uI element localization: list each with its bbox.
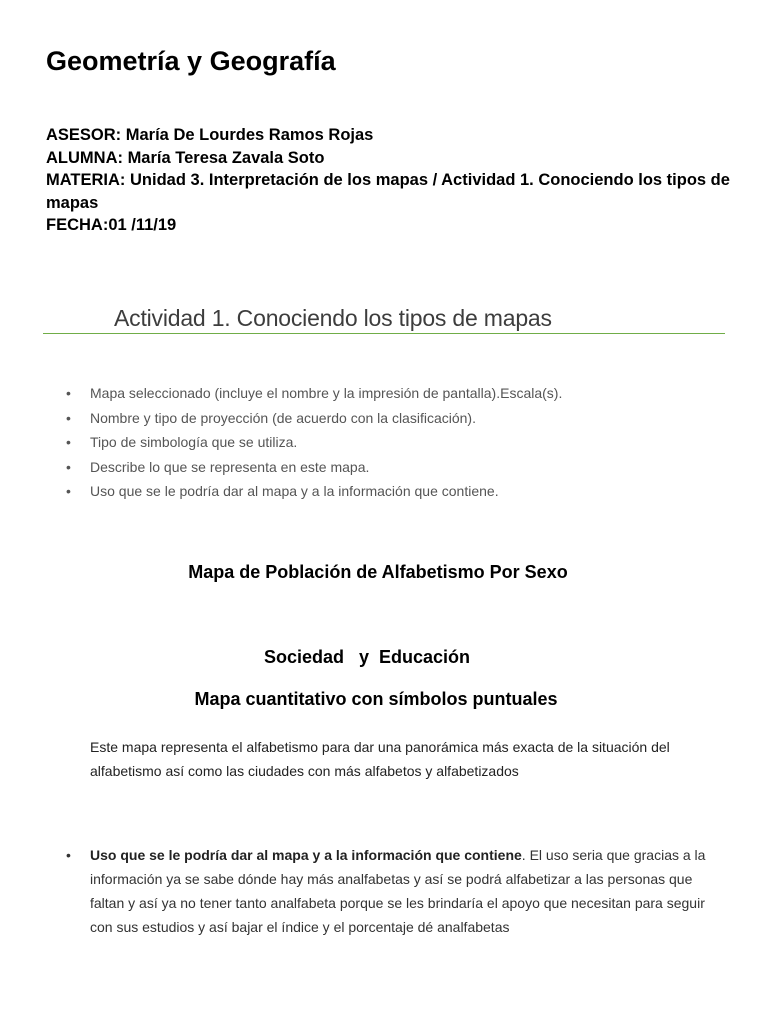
- bullet-icon: •: [66, 483, 71, 499]
- list-item-text: Describe lo que se representa en este mapa.: [90, 458, 370, 475]
- list-item: [46, 482, 562, 507]
- student-line: ALUMNA: María Teresa Zavala Soto: [46, 148, 325, 167]
- document-title: Geometría y Geografía: [46, 46, 336, 76]
- list-item: [46, 458, 562, 483]
- usage-text: . El uso seria que gracias a la información ya se sabe dónde hay más analfabetas y así se podrá alfabetizar a las personas que faltan y así ya no tener tanto analfabeta porque se les brindaría el apoyo que necesitan para seguir con sus estudios y así bajar el índice y el porcentaje dé analfabetas: [90, 847, 706, 935]
- map-title: Mapa de Población de Alfabetismo Por Sexo: [188, 562, 568, 582]
- map-description: Este mapa representa el alfabetismo para dar una panorámica más exacta de la situación del alfabetismo así como las ciudades con más alfabetos y alfabetizados: [90, 739, 670, 779]
- list-item-text: Nombre y tipo de proyección (de acuerdo con la clasificación).: [90, 409, 476, 426]
- document-metadata: [46, 124, 736, 237]
- map-type: Mapa cuantitativo con símbolos puntuales: [194, 689, 558, 709]
- bullet-icon: •: [66, 385, 71, 401]
- list-item-text: Tipo de simbología que se utiliza.: [90, 434, 298, 450]
- bullet-icon: •: [66, 847, 71, 863]
- list-item: [46, 384, 562, 409]
- heading-divider: [43, 333, 725, 334]
- date-line: FECHA:01 /11/19: [46, 216, 177, 234]
- list-item: [46, 409, 562, 434]
- requirements-list: [46, 384, 562, 507]
- bullet-icon: •: [66, 434, 71, 450]
- subject-line: MATERIA: Unidad 3. Interpretación de los mapas / Actividad 1. Conociendo los tipos de mapas: [46, 171, 730, 212]
- usage-lead: Uso que se le podría dar al mapa y a la información que contiene: [90, 847, 522, 863]
- map-topic: Sociedad y Educación: [263, 647, 471, 667]
- list-item-text: Uso que se le podría dar al mapa y a la información que contiene.: [90, 483, 499, 499]
- advisor-line: ASESOR: María De Lourdes Ramos Rojas: [46, 126, 374, 144]
- bullet-icon: •: [66, 458, 71, 475]
- bullet-icon: •: [66, 409, 71, 426]
- usage-paragraph: [90, 843, 730, 939]
- list-item: [46, 433, 562, 458]
- activity-heading: Actividad 1. Conociendo los tipos de mapas: [114, 305, 552, 331]
- list-item-text: Mapa seleccionado (incluye el nombre y la impresión de pantalla).Escala(s).: [90, 385, 563, 401]
